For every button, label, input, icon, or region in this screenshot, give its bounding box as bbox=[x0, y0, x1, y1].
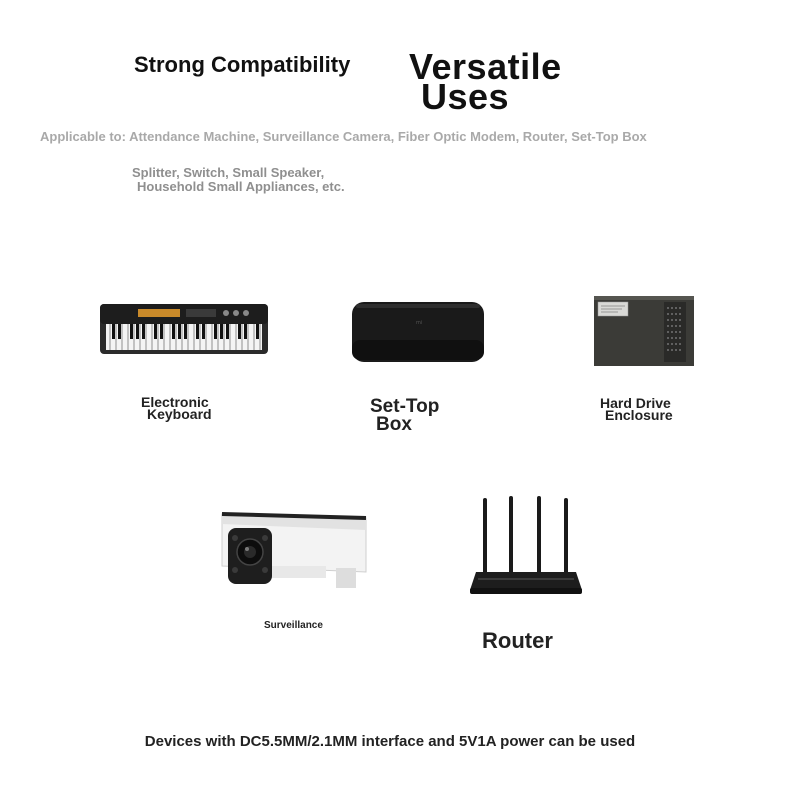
hard-drive-label-line-2: Enclosure bbox=[605, 407, 673, 423]
title-line-2: Uses bbox=[421, 76, 510, 117]
page-title bbox=[405, 46, 562, 117]
camera-icon bbox=[216, 508, 372, 592]
keyboard-label bbox=[141, 396, 212, 420]
hard-drive-label-line-1: Hard Drive bbox=[600, 395, 671, 411]
hard-drive-device bbox=[592, 294, 696, 368]
hard-drive-label bbox=[600, 397, 673, 421]
set-top-box-label-line-2: Box bbox=[376, 414, 412, 435]
tagline: Strong Compatibility bbox=[134, 52, 351, 77]
set-top-box-label-line-1: Set-Top bbox=[370, 396, 440, 417]
svg-text:mi: mi bbox=[416, 320, 423, 326]
keyboard-icon bbox=[98, 300, 270, 358]
router-label: Router bbox=[482, 628, 553, 653]
set-top-box-label bbox=[370, 398, 439, 434]
extra-applications bbox=[132, 166, 345, 194]
router-device bbox=[464, 492, 588, 600]
set-top-box-device bbox=[348, 296, 488, 368]
title-line-1: Versatile bbox=[409, 46, 562, 87]
router-icon bbox=[464, 492, 588, 600]
keyboard-device bbox=[98, 300, 270, 358]
keyboard-label-line-2: Keyboard bbox=[147, 406, 212, 422]
extra-line-1: Splitter, Switch, Small Speaker, bbox=[132, 165, 325, 180]
set-top-box-icon bbox=[348, 296, 488, 368]
footer-note: Devices with DC5.5MM/2.1MM interface and 5V1A power can be used bbox=[144, 733, 636, 750]
extra-line-2: Household Small Appliances, etc. bbox=[137, 179, 345, 194]
camera-device bbox=[216, 508, 372, 592]
hard-drive-enclosure-icon bbox=[592, 294, 696, 368]
camera-label: Surveillance bbox=[264, 620, 323, 631]
applicable-text: Applicable to: Attendance Machine, Surveillance Camera, Fiber Optic Modem, Router, Set-Top Box bbox=[40, 129, 647, 144]
keyboard-label-line-1: Electronic bbox=[141, 394, 209, 410]
